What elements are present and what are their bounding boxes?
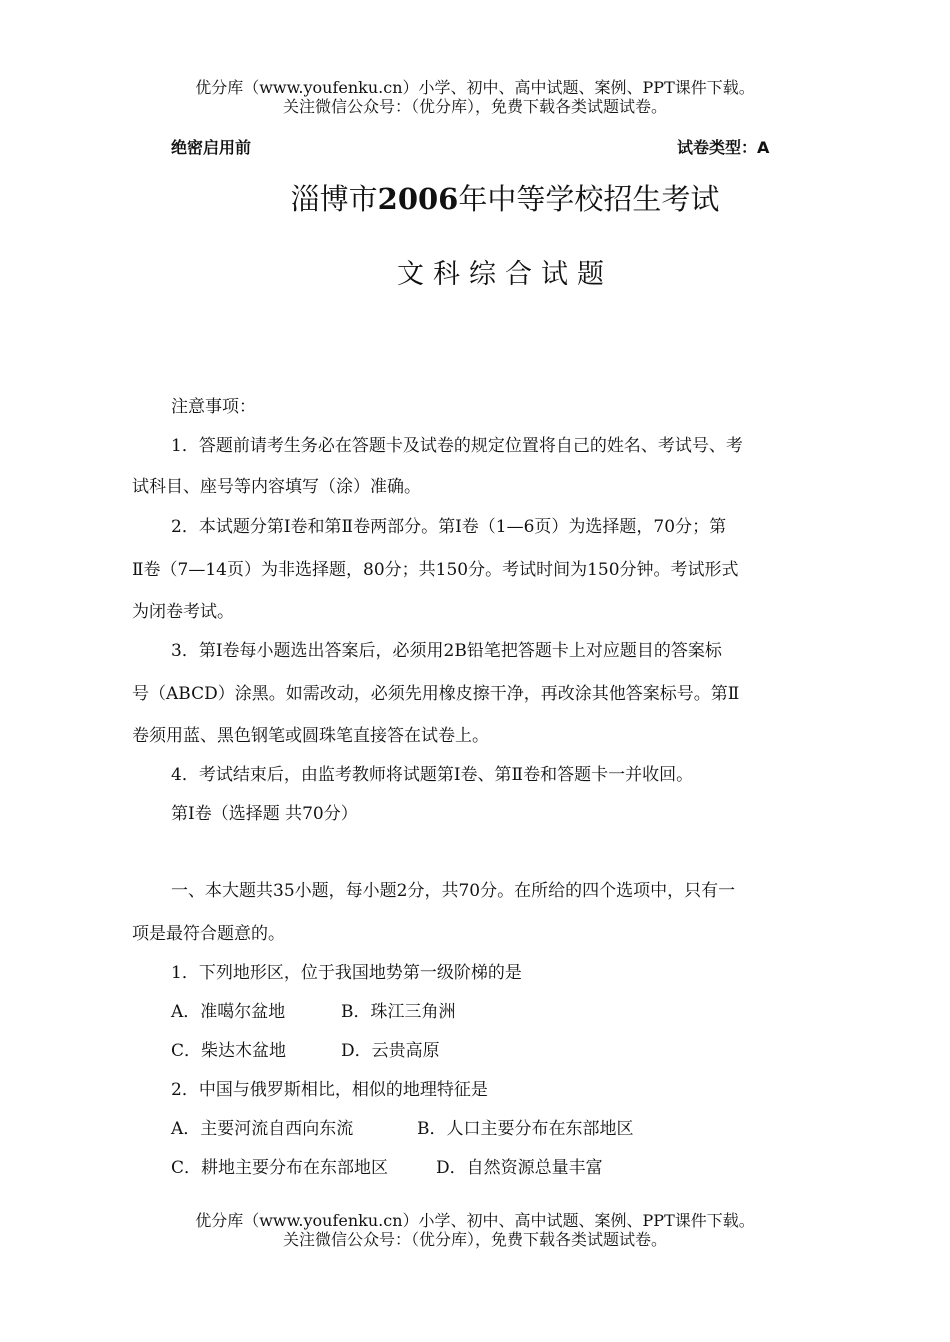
notice-item-2-line-3: 为闭卷考试。 [132, 602, 234, 622]
notice-item-1-line-1: 1．答题前请考生务必在答题卡及试卷的规定位置将自己的姓名、考试号、考 [171, 436, 743, 456]
footer-banner-line-1: 优分库（www.youfenku.cn）小学、初中、高中试题、案例、PPT课件下载。 [195, 1211, 755, 1230]
question-1-stem: 1．下列地形区，位于我国地势第一级阶梯的是 [171, 963, 522, 983]
paper-type-label: 试卷类型：A [677, 138, 770, 157]
title-prefix: 淄博市 [290, 182, 378, 216]
notice-heading: 注意事项： [171, 397, 256, 417]
title-suffix: 年中等学校招生考试 [458, 182, 720, 216]
question-1-option-d: D．云贵高原 [341, 1041, 440, 1061]
notice-item-1-line-2: 试科目、座号等内容填写（涂）准确。 [132, 477, 421, 497]
page-subtitle: 文科综合试题 [397, 259, 613, 290]
question-1-option-c: C．柴达木盆地 [171, 1041, 287, 1061]
question-2-stem: 2．中国与俄罗斯相比，相似的地理特征是 [171, 1080, 488, 1100]
question-2-option-a: A．主要河流自西向东流 [171, 1119, 354, 1139]
footer-banner-line-2: 关注微信公众号：（优分库），免费下载各类试题试卷。 [282, 1230, 667, 1249]
secret-label: 绝密启用前 [171, 138, 252, 157]
question-1-option-b: B．珠江三角洲 [341, 1002, 456, 1022]
title-year: 2006 [377, 182, 459, 216]
question-1-option-a: A．准噶尔盆地 [171, 1002, 286, 1022]
notice-item-4: 4．考试结束后，由监考教师将试题第Ⅰ卷、第Ⅱ卷和答题卡一并收回。 [171, 765, 694, 785]
notice-item-2-line-2: Ⅱ卷（7—14页）为非选择题，80分；共150分。考试时间为150分钟。考试形式 [132, 560, 739, 580]
footer-banner [0, 1211, 950, 1249]
section-instruction-line-2: 项是最符合题意的。 [132, 924, 285, 944]
part-1-heading: 第Ⅰ卷（选择题 共70分） [171, 804, 358, 824]
notice-item-2-line-1: 2．本试题分第Ⅰ卷和第Ⅱ卷两部分。第Ⅰ卷（1—6页）为选择题，70分；第 [171, 517, 727, 537]
question-2-option-c: C．耕地主要分布在东部地区 [171, 1158, 389, 1178]
banner-line-2: 关注微信公众号：（优分库），免费下载各类试题试卷。 [282, 97, 667, 116]
notice-item-3-line-2: 号（ABCD）涂黑。如需改动，必须先用橡皮擦干净，再改涂其他答案标号。第Ⅱ [132, 684, 740, 704]
question-2-option-b: B．人口主要分布在东部地区 [417, 1119, 634, 1139]
question-2-option-d: D．自然资源总量丰富 [436, 1158, 603, 1178]
page-title [0, 177, 950, 218]
banner-line-1: 优分库（www.youfenku.cn）小学、初中、高中试题、案例、PPT课件下载。 [195, 78, 755, 97]
section-instruction-line-1: 一、本大题共35小题，每小题2分，共70分。在所给的四个选项中，只有一 [171, 881, 736, 901]
notice-item-3-line-3: 卷须用蓝、黑色钢笔或圆珠笔直接答在试卷上。 [132, 726, 489, 746]
notice-item-3-line-1: 3．第Ⅰ卷每小题选出答案后，必须用2B铅笔把答题卡上对应题目的答案标 [171, 641, 722, 661]
header-banner [0, 78, 950, 116]
